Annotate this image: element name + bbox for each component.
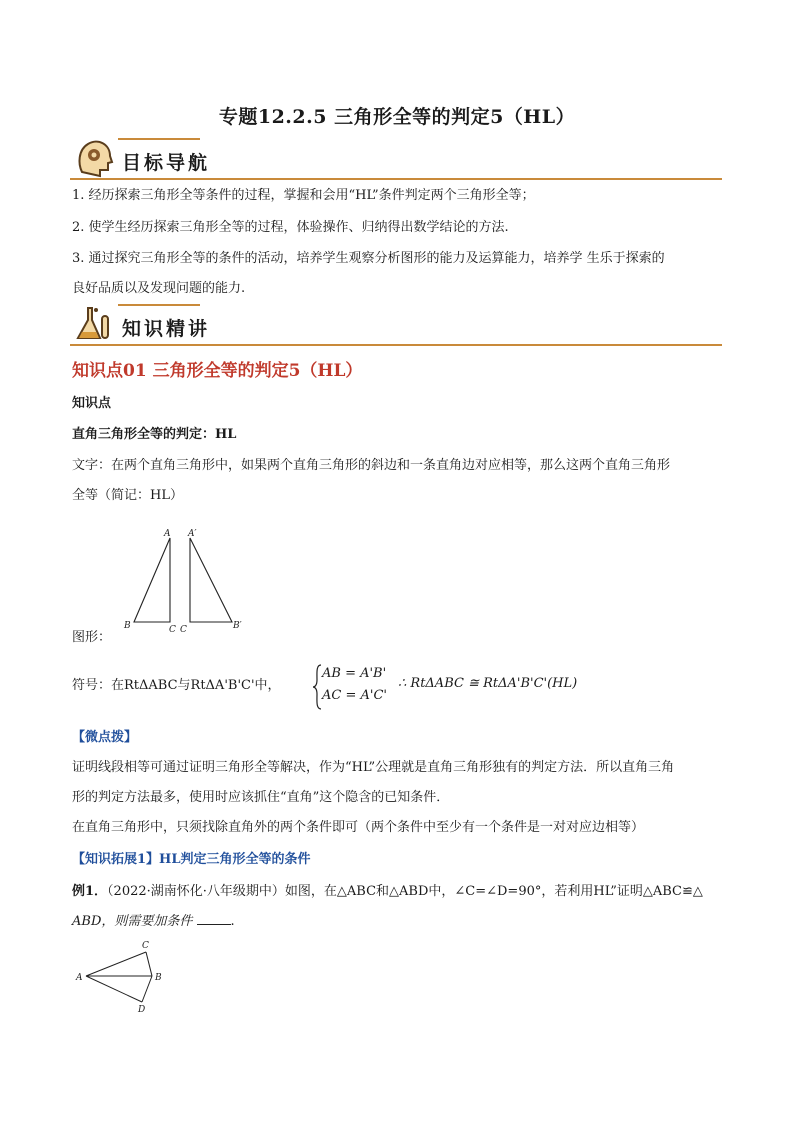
tip-label: 【微点拨】 xyxy=(72,730,138,745)
equation-line-2: AC = A'C' xyxy=(322,688,387,703)
section-label-knowledge: 知识精讲 xyxy=(122,318,211,340)
tip-text: 在直角三角形中，只须找除直角外的两个条件即可（两个条件中至少有一个条件是一对对应边相等） xyxy=(72,820,645,835)
equation-line-1: AB = A'B' xyxy=(322,666,387,681)
goal-item: 良好品质以及发现问题的能力. xyxy=(72,281,246,296)
point-label-c: C xyxy=(142,941,149,951)
extension-label: 【知识拓展1】 xyxy=(72,852,160,867)
point-label-c: C xyxy=(169,625,176,634)
section-header-goals xyxy=(70,136,722,180)
knowledge-text: 全等（简记：HL） xyxy=(72,488,183,503)
goal-item: 3. 通过探究三角形全等的条件的活动，培养学生观察分析图形的能力及运算能力，培养学 生乐于探索的 xyxy=(72,251,665,266)
left-brace-icon xyxy=(312,664,322,710)
knowledge-heading: 直角三角形全等的判定：HL xyxy=(72,427,237,442)
goal-item: 1. 经历探索三角形全等条件的过程，掌握和会用“HL”条件判定两个三角形全等； xyxy=(72,188,535,203)
point-label-d: D xyxy=(138,1005,146,1015)
point-label-b: B xyxy=(124,621,131,631)
page-title: 专题12.2.5 三角形全等的判定5（HL） xyxy=(218,106,576,128)
point-label-b: B xyxy=(155,973,162,983)
knowledge-point-title: 知识点01 三角形全等的判定5（HL） xyxy=(72,361,363,381)
extension-title: HL判定三角形全等的条件 xyxy=(159,852,311,867)
tip-text: 形的判定方法最多，使用时应该抓住“直角”这个隐含的已知条件． xyxy=(72,790,450,805)
answer-blank[interactable] xyxy=(197,912,231,925)
point-label-a-prime: A′ xyxy=(188,529,197,539)
flask-icon xyxy=(74,302,114,344)
point-label-c-prime: C xyxy=(180,625,187,634)
triangle-abc xyxy=(134,538,170,622)
knowledge-sub-label: 知识点 xyxy=(72,396,112,411)
triangle-a2b2c2 xyxy=(190,538,232,622)
goal-item: 2. 使学生经历探索三角形全等的过程，体验操作、归纳得出数学结论的方法. xyxy=(72,220,509,235)
triangles-figure xyxy=(120,526,250,634)
example-line-2 xyxy=(72,912,722,932)
example-text-end: . xyxy=(230,914,235,929)
section-header-knowledge xyxy=(70,302,722,346)
symbol-conclusion: ∴ RtΔABC ≅ RtΔA'B'C'(HL) xyxy=(398,676,578,691)
example-label: 例1． xyxy=(72,884,108,899)
tip-text: 证明线段相等可通过证明三角形全等解决，作为“HL”公理就是直角三角形独有的判定方法．所以直角三角 xyxy=(72,760,675,775)
equation-system xyxy=(312,664,394,710)
point-label-a: A xyxy=(76,973,83,983)
section-top-rule xyxy=(118,304,200,306)
head-gear-icon xyxy=(74,136,114,178)
section-top-rule xyxy=(118,138,200,140)
extension-heading xyxy=(72,850,722,870)
section-label-goals: 目标导航 xyxy=(122,152,211,174)
section-rule xyxy=(70,178,722,180)
point-label-b-prime: B′ xyxy=(233,621,242,631)
knowledge-text: 文字：在两个直角三角形中，如果两个直角三角形的斜边和一条直角边对应相等，那么这两个直角三角形 xyxy=(72,458,671,473)
example-figure xyxy=(74,938,178,1016)
example-text: （2022·湖南怀化·八年级期中）如图，在△ABC和△ABD中，∠C=∠D=90°，若利用HL”证明△ABC≌△ xyxy=(107,884,703,899)
example-text: ABD，则需要加条件 xyxy=(72,914,193,929)
point-label-a: A xyxy=(164,529,171,539)
section-rule xyxy=(70,344,722,346)
symbol-prefix: 符号：在RtΔABC与RtΔA'B'C'中， xyxy=(72,678,281,693)
figure-label: 图形： xyxy=(72,630,112,645)
example-line-1 xyxy=(72,882,722,902)
